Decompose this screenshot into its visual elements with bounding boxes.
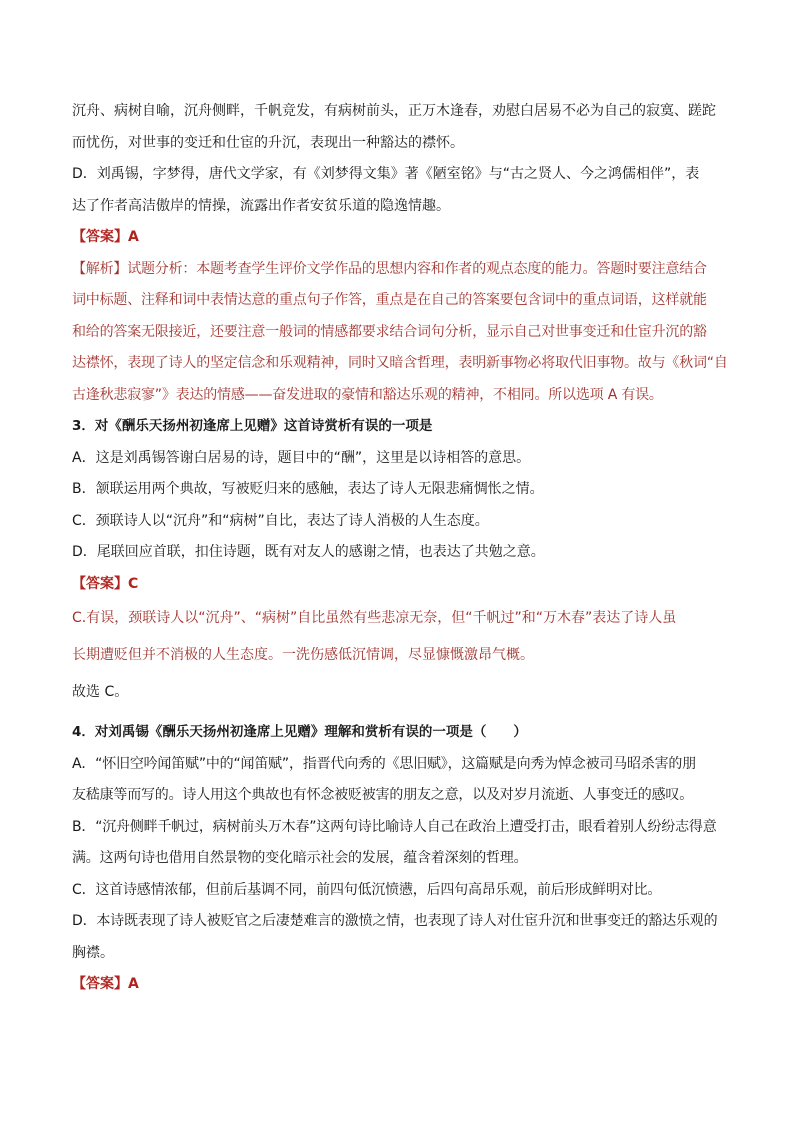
q2-analysis-line3: 和给的答案无限接近，还要注意一般词的情感都要求结合词句分析，显示自己对世事变迁和仕宦升沉的豁 bbox=[72, 323, 707, 340]
q4-answer-label: 【答案】A bbox=[72, 976, 139, 992]
document-body bbox=[72, 96, 728, 1001]
q4-option-b-line2: 满。这两句诗也借用自然景物的变化暗示社会的发展，蕴含着深刻的哲理。 bbox=[72, 850, 528, 866]
q3-explanation-line2: 长期遭贬但并不消极的人生态度。一洗伤感低沉情调，尽显慷慨激昂气概。 bbox=[72, 647, 534, 663]
q3-conclusion: 故选 C。 bbox=[72, 684, 129, 700]
q3-answer-label: 【答案】C bbox=[72, 575, 139, 592]
q2-analysis-line1: 【解析】试题分析：本题考查学生评价文学作品的思想内容和作者的观点态度的能力。答题时要注意结合 bbox=[72, 260, 707, 277]
q2-option-d-line2: 达了作者高洁傲岸的情操，流露出作者安贫乐道的隐逸情趣。 bbox=[72, 197, 450, 214]
q2-option-d-line1: D．刘禹锡，字梦得，唐代文学家，有《刘梦得文集》著《陋室铭》与“古之贤人、今之鸿儒相伴”，表 bbox=[72, 166, 700, 182]
q4-option-d-line2: 胸襟。 bbox=[72, 944, 114, 961]
q2-answer-label: 【答案】A bbox=[72, 229, 139, 245]
q3-option-a: A．这是刘禹锡答谢白居易的诗，题目中的“酬”，这里是以诗相答的意思。 bbox=[72, 449, 531, 466]
q3-explanation-line1: C.有误，颈联诗人以“沉舟”、“病树”自比虽然有些悲凉无奈，但“千帆过”和“万木春”表达了诗人虽 bbox=[72, 610, 677, 626]
q4-option-d-line1: D．本诗既表现了诗人被贬官之后凄楚难言的激愤之情，也表现了诗人对仕宦升沉和世事变迁的豁达乐观的 bbox=[72, 913, 718, 929]
q3-title: 3．对《酬乐天扬州初逢席上见赠》这首诗赏析有误的一项是 bbox=[72, 418, 433, 434]
q4-option-a-line1: A．“怀旧空吟闻笛赋”中的“闻笛赋”，指晋代向秀的《思旧赋》，这篇赋是向秀为悼念被司马昭杀害的朋 bbox=[72, 755, 696, 772]
q2-analysis-line4: 达襟怀，表现了诗人的坚定信念和乐观精神，同时又暗含哲理，表明新事物必将取代旧事物。故与《秋词“自 bbox=[72, 355, 728, 371]
q3-option-c: C．颈联诗人以“沉舟”和“病树”自比，表达了诗人消极的人生态度。 bbox=[72, 512, 489, 529]
q4-option-c: C．这首诗感情浓郁，但前后基调不同，前四句低沉愤懑，后四句高昂乐观，前后形成鲜明对比。 bbox=[72, 881, 662, 898]
q4-option-a-line2: 友嵇康等而写的。诗人用这个典故也有怀念被贬被害的朋友之意，以及对岁月流逝、人事变迁的感叹。 bbox=[72, 787, 693, 803]
q4-option-b-line1: B．“沉舟侧畔千帆过，病树前头万木春”这两句诗比喻诗人自己在政治上遭受打击，眼看着别人纷纷志得意 bbox=[72, 818, 717, 835]
q2-analysis-line5: 古逢秋悲寂寥”》表达的情感——奋发进取的豪情和豁达乐观的精神，不相同。所以选项 A 有误。 bbox=[72, 386, 663, 403]
q2-analysis bbox=[72, 254, 728, 412]
q3-option-b: B．颔联运用两个典故，写被贬归来的感触，表达了诗人无限悲痛惆怅之情。 bbox=[72, 481, 544, 497]
q3-explanation bbox=[72, 600, 724, 674]
q4-title: 4．对刘禹锡《酬乐天扬州初逢席上见赠》理解和赏析有误的一项是（ ） bbox=[72, 724, 527, 740]
q2-analysis-line2: 词中标题、注释和词中表情达意的重点句子作答，重点是在自己的答案要包含词中的重点词语，这样就能 bbox=[72, 292, 707, 308]
q2-option-c-line2: 而忧伤，对世事的变迁和仕宦的升沉，表现出一种豁达的襟怀。 bbox=[72, 134, 464, 151]
q3-option-d: D．尾联回应首联，扣住诗题，既有对友人的感谢之情，也表达了共勉之意。 bbox=[72, 544, 545, 560]
q2-option-c-line1: 沉舟、病树自喻，沉舟侧畔，千帆竞发，有病树前头，正万木逢春，劝慰白居易不必为自己的寂寞、蹉跎 bbox=[72, 103, 716, 119]
